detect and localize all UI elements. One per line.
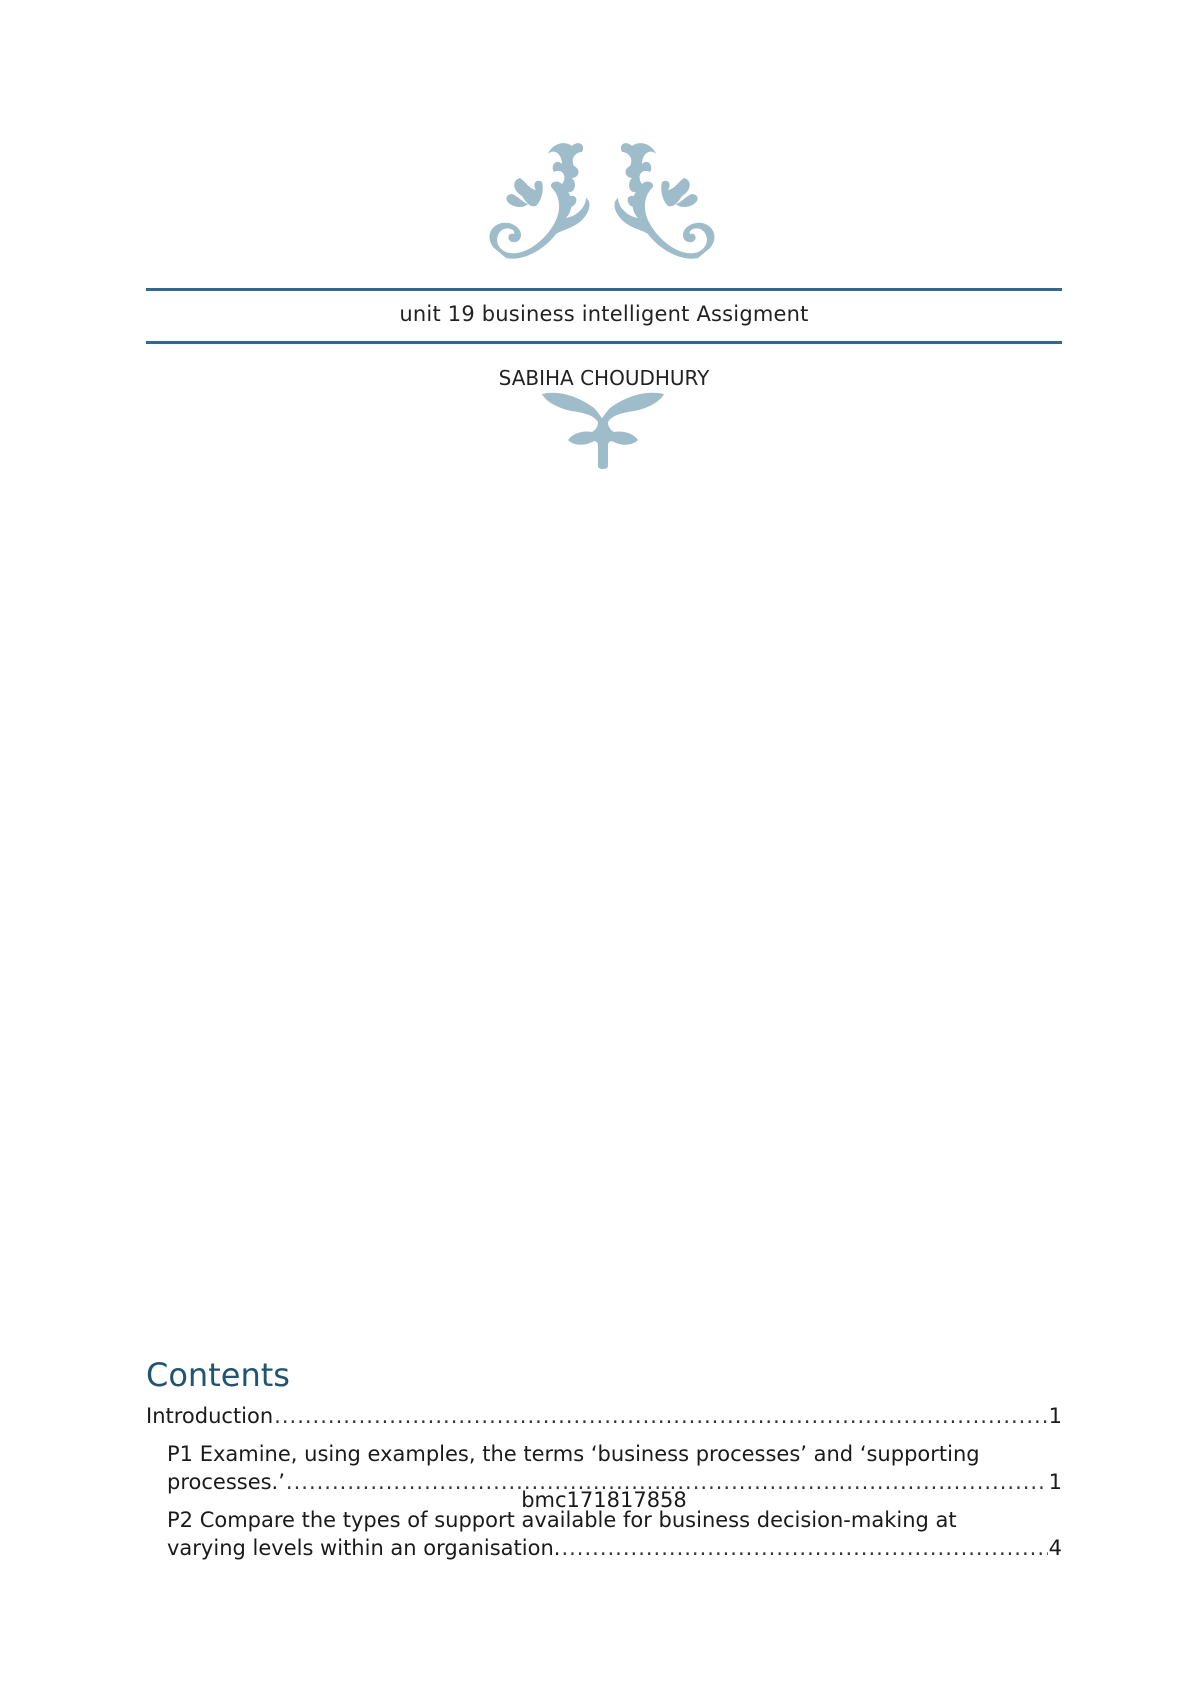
toc-page-number: 1 [1048, 1404, 1062, 1428]
floral-scroll-ornament-icon [482, 138, 722, 270]
floral-drop-ornament-icon [538, 388, 668, 472]
author-name: SABIHA CHOUDHURY [498, 366, 710, 390]
toc-dot-leader [274, 1402, 1047, 1430]
toc-entry-text: P2 Compare the types of support available for business decision-making at [167, 1508, 957, 1532]
toc-entry-text: Introduction [146, 1404, 274, 1428]
toc-entry-text: varying levels within an organisation. [167, 1536, 561, 1560]
toc-line [167, 1534, 1062, 1562]
table-of-contents [146, 1402, 1062, 1572]
toc-entry-p2[interactable] [146, 1506, 1062, 1562]
toc-line [167, 1440, 1062, 1468]
toc-dot-leader [561, 1534, 1047, 1562]
title-rule-bottom [146, 341, 1062, 344]
toc-page-number: 4 [1048, 1536, 1062, 1560]
toc-page-number: 1 [1048, 1470, 1062, 1494]
toc-entry-text: P1 Examine, using examples, the terms ‘business processes’ and ‘supporting [167, 1442, 980, 1466]
toc-entry-text: processes.’ [167, 1470, 285, 1494]
footer-student-id: bmc171817858 [521, 1488, 687, 1512]
document-title: unit 19 business intelligent Assigment [399, 302, 809, 326]
toc-line [146, 1402, 1062, 1430]
toc-heading: Contents [146, 1356, 290, 1394]
title-rule-top [146, 288, 1062, 291]
toc-entry-introduction[interactable] [146, 1402, 1062, 1430]
